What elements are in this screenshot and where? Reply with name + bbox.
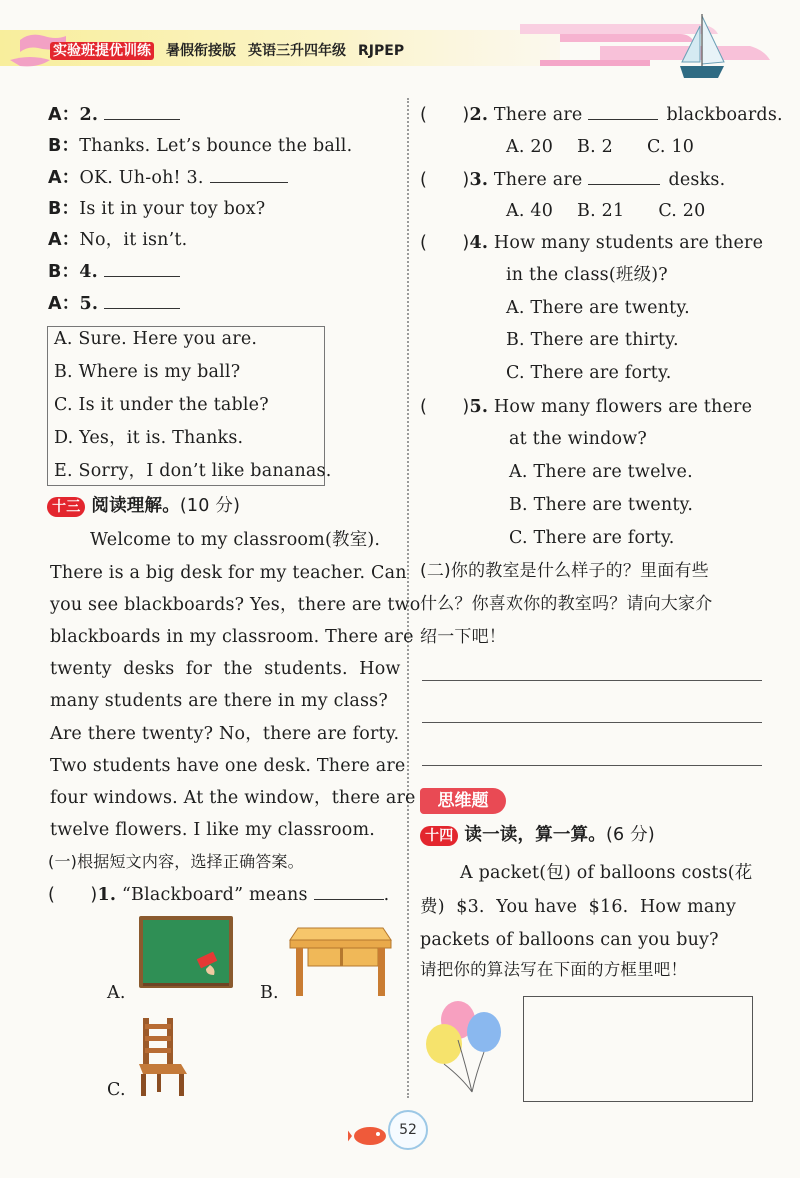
header-title	[50, 40, 416, 60]
answer-blank[interactable]	[104, 118, 180, 120]
part-1-title: (一)根据短文内容，选择正确答案。	[48, 852, 304, 871]
blackboard-image[interactable]	[138, 915, 234, 991]
dialogue-line: A：No，it isn’t.	[48, 230, 188, 250]
header-series: 实验班提优训练	[50, 42, 154, 60]
page-header	[0, 0, 800, 92]
chair-image[interactable]	[135, 1016, 190, 1098]
option: A. 20	[506, 137, 554, 157]
problem-line: 费) $3. You have $16. How many	[420, 897, 737, 917]
option: C. There are forty.	[506, 363, 672, 383]
dialogue-line: A：OK. Uh-oh! 3.	[48, 170, 288, 188]
answer-blank[interactable]	[588, 183, 660, 185]
option-item: E. Sorry，I don’t like bananas.	[54, 461, 332, 481]
question-4-line2: in the class(班级)?	[506, 265, 668, 285]
thinking-question-badge: 思维题	[420, 788, 506, 814]
option: C. 10	[646, 137, 695, 157]
option: A. 40	[506, 201, 554, 221]
answer-box[interactable]	[523, 996, 753, 1102]
passage-line: Are there twenty? No，there are forty.	[50, 724, 400, 744]
section-13-heading: 十三 阅读理解。(10 分)	[47, 497, 240, 517]
part-2-line: (二)你的教室是什么样子的？里面有些	[420, 561, 709, 581]
answer-blank[interactable]	[104, 307, 180, 309]
writing-line[interactable]	[422, 722, 762, 723]
option: B. There are thirty.	[506, 330, 679, 350]
answer-blank[interactable]	[588, 118, 658, 120]
answer-paren[interactable]: ( )	[420, 397, 470, 417]
header-edition: 暑假衔接版	[166, 43, 236, 59]
option-b-label: B.	[260, 983, 279, 1003]
option: A. There are twelve.	[509, 462, 693, 482]
question-3-options	[506, 203, 705, 221]
answer-blank[interactable]	[104, 275, 180, 277]
passage-line: Two students have one desk. There are	[50, 756, 406, 776]
header-code: RJPEP	[358, 43, 405, 59]
passage-line: twenty desks for the students. How	[50, 659, 401, 679]
option-item: A. Sure. Here you are.	[54, 329, 258, 349]
problem-line: packets of balloons can you buy?	[420, 930, 719, 950]
desk-image[interactable]	[288, 918, 393, 998]
dialogue-line: A：2.	[48, 107, 180, 125]
dialogue-line: B：Is it in your toy box?	[48, 199, 266, 219]
page-number: 52	[388, 1110, 428, 1150]
instruction: 请把你的算法写在下面的方框里吧！	[420, 960, 688, 979]
dialogue-line: B：Thanks. Let’s bounce the ball.	[48, 136, 353, 156]
answer-paren[interactable]: ( )	[420, 170, 470, 190]
writing-line[interactable]	[422, 765, 762, 766]
question-5-line2: at the window?	[509, 429, 647, 449]
option: C. There are forty.	[509, 528, 675, 548]
section-badge: 十三	[47, 497, 85, 517]
option-item: B. Where is my ball?	[54, 362, 241, 382]
header-subject: 英语三升四年级	[248, 43, 346, 59]
passage-line: four windows. At the window，there are	[50, 788, 416, 808]
passage-line: you see blackboards? Yes，there are two	[50, 595, 421, 615]
question-5: ( )5. How many flowers are there	[420, 397, 753, 417]
passage-line: Welcome to my classroom(教室).	[90, 530, 381, 550]
option-item: D. Yes，it is. Thanks.	[54, 428, 244, 448]
option-item: C. Is it under the table?	[54, 395, 269, 415]
option: B. There are twenty.	[509, 495, 694, 515]
answer-paren[interactable]: ( )	[420, 105, 470, 125]
section-badge: 十四	[420, 826, 458, 846]
balloons-image	[422, 1000, 512, 1096]
question-4: ( )4. How many students are there	[420, 233, 764, 253]
problem-line: A packet(包) of balloons costs(花	[460, 863, 753, 883]
option: A. There are twenty.	[506, 298, 690, 318]
answer-blank[interactable]	[314, 898, 384, 900]
answer-paren[interactable]: ( )	[420, 233, 470, 253]
answer-blank[interactable]	[210, 181, 288, 183]
question-2: ( )2. There are blackboards.	[420, 105, 783, 125]
option: C. 20	[658, 201, 706, 221]
dialogue-line: A：5.	[48, 296, 180, 314]
passage-line: twelve flowers. I like my classroom.	[50, 820, 376, 840]
passage-line: many students are there in my class?	[50, 691, 388, 711]
option: B. 21	[577, 201, 625, 221]
passage-line: blackboards in my classroom. There are	[50, 627, 414, 647]
question-2-options	[506, 139, 694, 157]
passage-line: There is a big desk for my teacher. Can	[50, 563, 407, 583]
writing-line[interactable]	[422, 680, 762, 681]
option-a-label: A.	[107, 983, 126, 1003]
part-2-line: 绍一下吧！	[420, 627, 506, 647]
part-2-line: 什么？你喜欢你的教室吗？请向大家介	[420, 594, 713, 614]
answer-paren[interactable]: ( )	[48, 885, 98, 905]
question-1: ( )1. “Blackboard” means .	[48, 885, 390, 905]
option: B. 2	[577, 137, 613, 157]
fish-icon	[348, 1120, 392, 1148]
dialogue-line: B：4.	[48, 264, 180, 282]
question-3: ( )3. There are desks.	[420, 170, 726, 190]
option-c-label: C.	[107, 1080, 126, 1100]
section-14-heading: 十四 读一读，算一算。(6 分)	[420, 826, 655, 846]
